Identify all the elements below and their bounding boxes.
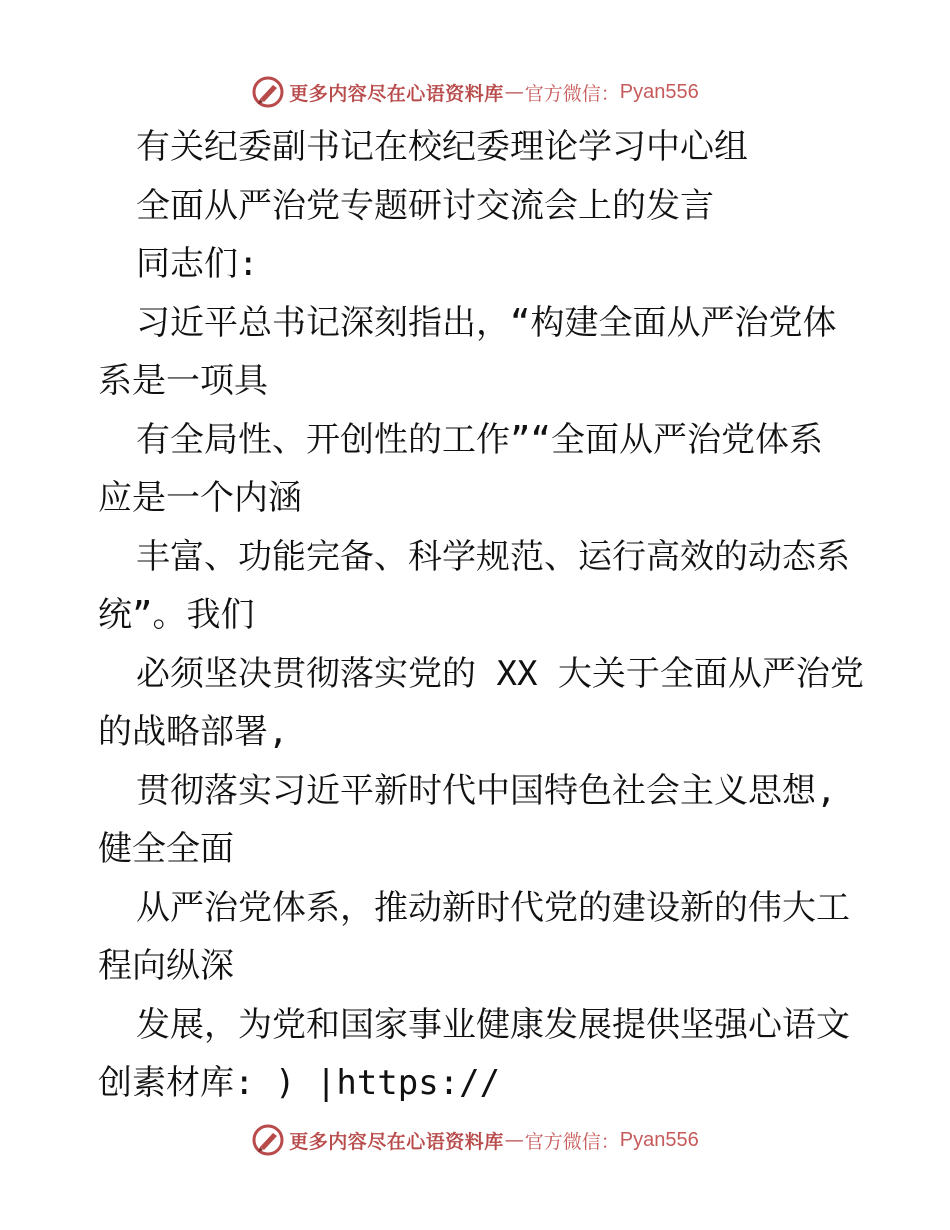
paragraph-line: 的战略部署, — [98, 712, 289, 752]
paragraph-line: 从严治党体系，推动新时代党的建设新的伟大工 — [136, 887, 850, 928]
paragraph-line: 健全全面 — [98, 829, 234, 869]
banner-dash: — — [504, 1129, 524, 1151]
banner-dash: — — [504, 81, 524, 103]
banner-main-text: 更多内容尽在心语资料库 — [289, 82, 504, 105]
paragraph-line: 丰富、功能完备、科学规范、运行高效的动态系 — [136, 536, 850, 577]
paragraph-line: 发展，为党和国家事业健康发展提供坚强心语文 — [136, 1004, 850, 1045]
paragraph-line: 贯彻落实习近平新时代中国特色社会主义思想, — [136, 770, 837, 811]
banner-main-text: 更多内容尽在心语资料库 — [289, 1130, 504, 1153]
salutation: 同志们: — [136, 244, 259, 284]
banner-wechat-label: 官方微信： — [524, 82, 620, 105]
banner-wechat-id: Pyan556 — [619, 1128, 699, 1151]
paragraph-line: 系是一项具 — [98, 361, 268, 401]
paragraph-line: 有全局性、开创性的工作”“全面从严治党体系 — [136, 419, 823, 460]
banner-wechat-id: Pyan556 — [619, 80, 699, 103]
title-line-1: 有关纪委副书记在校纪委理论学习中心组 — [136, 127, 748, 167]
title-line-2: 全面从严治党专题研讨交流会上的发言 — [136, 185, 714, 226]
pen-logo-icon — [251, 75, 285, 109]
footer-watermark-banner — [0, 1120, 950, 1160]
pen-logo-icon — [251, 1123, 285, 1157]
paragraph-line: 习近平总书记深刻指出，“构建全面从严治党体 — [136, 302, 837, 343]
paragraph-line: 应是一个内涵 — [98, 478, 302, 518]
header-watermark-banner — [0, 72, 950, 112]
paragraph-line: 程向纵深 — [98, 946, 234, 986]
banner-wechat-label: 官方微信： — [524, 1130, 620, 1153]
paragraph-line: 必须坚决贯彻落实党的 XX 大关于全面从严治党 — [136, 653, 864, 694]
document-body — [98, 118, 864, 1113]
paragraph-line: 创素材库: ) |https:// — [98, 1063, 501, 1103]
paragraph-line: 统”。我们 — [98, 595, 255, 635]
